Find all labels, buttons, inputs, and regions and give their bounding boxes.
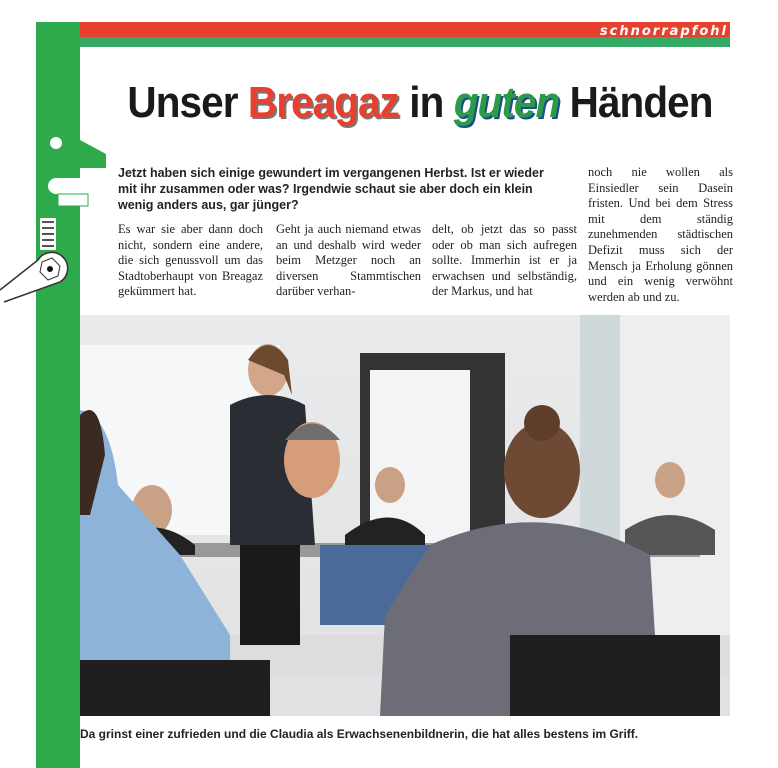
- title-part: Unser: [127, 78, 248, 127]
- photo-caption: Da grinst einer zufrieden und die Claudia als Erwachsenenbildnerin, die hat alles bestens im Griff.: [80, 727, 639, 741]
- title-breagaz: Breagaz: [247, 78, 399, 127]
- intro-lead: Jetzt haben sich einige gewundert im vergangenen Herbst. Ist er wieder mit ihr zusammen oder was? Irgendwie schaut sie aber doch ein klein wenig anders aus, gar jünger?: [118, 166, 544, 212]
- classroom-photo: [80, 315, 730, 716]
- article-column-3: delt, ob jetzt das so passt oder ob man sich aufregen sollte. Immerhin ist er ja erwachsen und selbständig, der Markus, und hat: [432, 222, 577, 299]
- page-title: [107, 78, 733, 128]
- article-column-1: Es war sie aber dann doch nicht, sondern eine andere, die sich genussvoll um das Stadtoberhaupt von Breagaz gekümmert hat.: [118, 222, 263, 299]
- article-column-4: noch nie wollen als Einsiedler sein Dasein fristen. Und bei dem Stress mit dem ständig zunehmenden städtischen Defizit muss sich der Mensch ja Erholung gönnen und ein wenig verwöhnt werden ab und zu.: [588, 165, 733, 304]
- title-guten: guten: [453, 78, 560, 127]
- section-tag: schnorrapfohl: [599, 24, 728, 39]
- article-column-2: Geht ja auch niemand etwas an und deshalb wird weder beim Metzger noch an diversen Stammtischen darüber verhan-: [276, 222, 421, 299]
- robot-face-wrench-logo: [0, 120, 110, 310]
- title-part: in: [398, 78, 454, 127]
- title-part: Händen: [559, 78, 713, 127]
